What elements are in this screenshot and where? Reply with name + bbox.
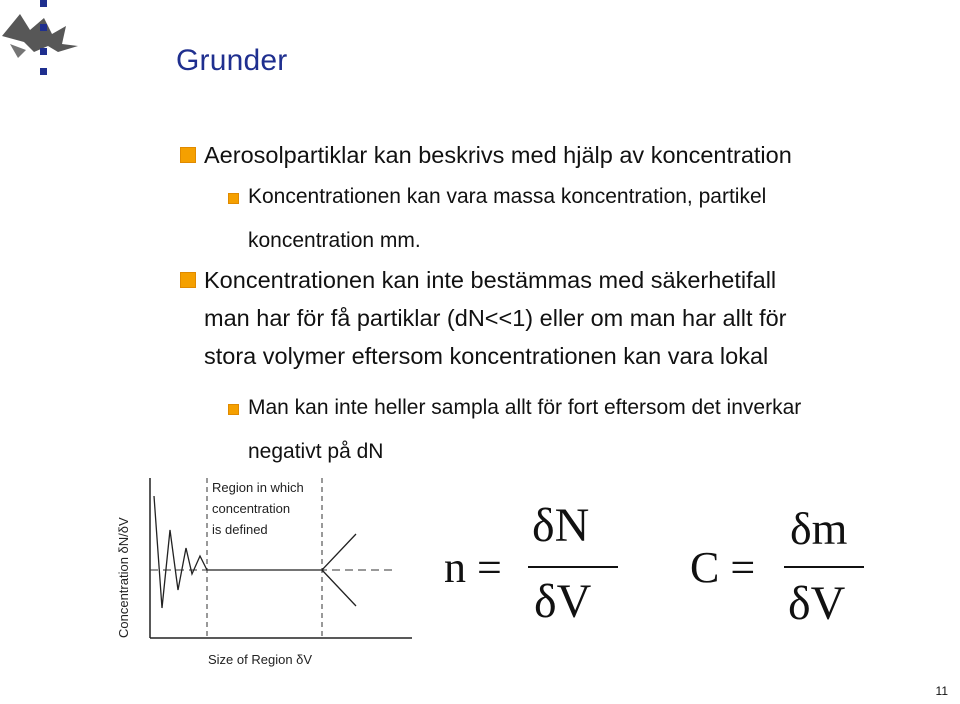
equation-c: [690, 502, 890, 642]
bullet-text: [176, 263, 916, 376]
bullet-line: Koncentrationen kan vara massa koncentration, partikel: [248, 185, 767, 208]
bullet-line: Koncentrationen kan inte bestämmas med säkerhetifall: [204, 267, 777, 293]
bullet-line: man har för få partiklar (dN<<1) eller om man har allt för: [204, 305, 787, 331]
figure-annotation: is defined: [212, 522, 268, 537]
slide-title: Grunder: [176, 44, 288, 77]
x-axis-label: Size of Region δV: [208, 652, 313, 667]
bullet-line: stora volymer eftersom koncentrationen kan vara lokal: [204, 343, 769, 369]
equation-denominator: δV: [788, 577, 846, 630]
equation-denominator: δV: [534, 575, 592, 628]
bullet-text: [176, 138, 916, 172]
sub-bullet-text: [226, 182, 936, 256]
equation-numerator: δN: [532, 499, 590, 552]
page-number: 11: [935, 684, 948, 698]
equation-lhs: C =: [690, 543, 756, 592]
bullet-line: koncentration mm.: [248, 229, 421, 252]
fraction-bar: [528, 566, 618, 568]
university-logo: [0, 0, 84, 84]
sub-bullet-text: [226, 393, 936, 467]
figure-annotation: concentration: [212, 501, 291, 516]
bullet-line: negativt på dN: [248, 440, 384, 463]
equation-lhs: n =: [444, 543, 502, 592]
bullet-line: Aerosolpartiklar kan beskrivs med hjälp av koncentration: [204, 142, 792, 168]
y-axis-label: Concentration δN/δV: [116, 517, 131, 638]
bullet-line: Man kan inte heller sampla allt för fort eftersom det inverkar: [248, 396, 802, 419]
figure-annotation: Region in which: [212, 480, 304, 495]
equation-numerator: δm: [790, 503, 848, 554]
fraction-bar: [784, 566, 864, 568]
concentration-figure: [112, 478, 412, 674]
equation-n: [444, 498, 634, 638]
